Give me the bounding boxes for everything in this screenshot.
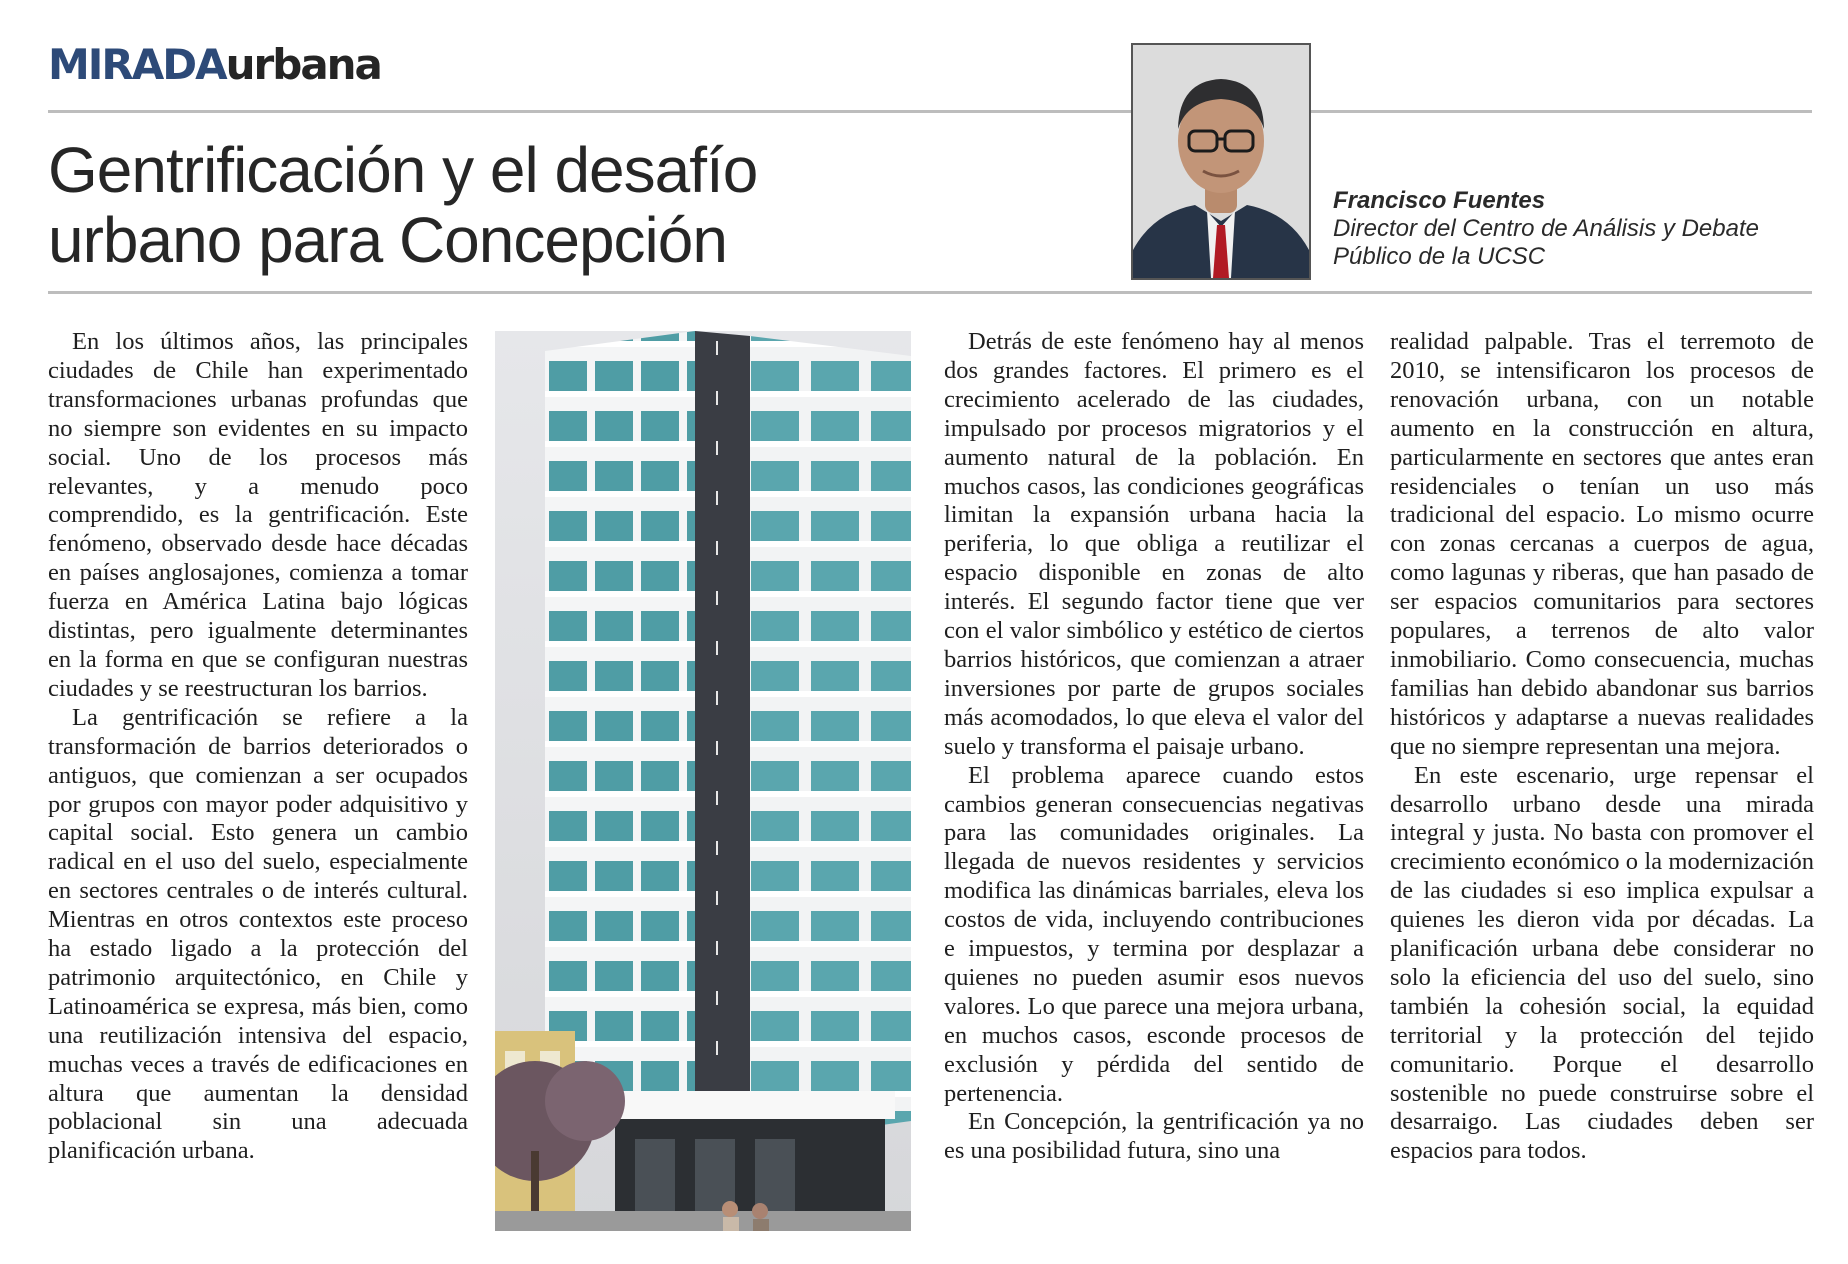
building-illustration (495, 331, 911, 1231)
author-portrait-illustration (1133, 45, 1309, 278)
headline (48, 135, 1088, 275)
building-photo (495, 331, 911, 1231)
article-column-1 (48, 328, 468, 1166)
section-header-part2: urbana (225, 40, 381, 89)
author-role-line1: Director del Centro de Análisis y Debate (1333, 215, 1759, 242)
article-paragraph: En este escenario, urge repensar el desarrollo urbano desde una mirada integral y justa. No basta con promover el crecimiento económico o la modernización de las ciudades si eso implica expulsar a quienes les dieron vida por décadas. La planificación urbana debe considerar no solo la eficiencia del uso del suelo, sino también la cohesión social, la equidad territorial y la protección del tejido comunitario. Porque el desarrollo sostenible no puede construirse sobre el desarraigo. Las ciudades deben ser espacios para todos. (1390, 761, 1814, 1165)
article-column-4 (1390, 328, 1814, 1166)
headline-line2: urbano para Concepción (48, 204, 727, 276)
author-name: Francisco Fuentes (1333, 187, 1546, 214)
article-paragraph: El problema aparece cuando estos cambios generan consecuencias negativas para las comunidades originales. La llegada de nuevos residentes y servicios modifica las dinámicas barriales, eleva los costos de vida, incluyendo contribuciones e impuestos, y termina por desplazar a quienes no pueden asumir esos nuevos valores. Lo que parece una mejora urbana, en muchos casos, esconde procesos de exclusión y pérdida del sentido de pertenencia. (944, 761, 1364, 1107)
section-header (48, 40, 381, 89)
article-column-3 (944, 328, 1364, 1166)
article-paragraph: Detrás de este fenómeno hay al menos dos grandes factores. El primero es el crecimiento acelerado de las ciudades, impulsado por procesos migratorios y el aumento natural de la población. En muchos casos, las condiciones geográficas limitan la expansión urbana hacia la periferia, lo que obliga a reutilizar el espacio disponible en zonas de alto interés. El segundo factor tiene que ver con el valor simbólico y estético de ciertos barrios históricos, que comienzan a atraer inversiones por parte de grupos sociales más acomodados, lo que eleva el valor del suelo y transforma el paisaje urbano. (944, 328, 1364, 760)
headline-line1: Gentrificación y el desafío (48, 134, 758, 206)
article-paragraph: realidad palpable. Tras el terremoto de 2010, se intensificaron los procesos de renovación urbana, con un notable aumento en la construcción en altura, particularmente en sectores que antes eran residenciales o tenían un uso más tradicional del espacio. Lo mismo ocurre con zonas cercanas a cuerpos de agua, como lagunas y riberas, que han pasado de ser espacios comunitarios para sectores populares, a terrenos de alto valor inmobiliario. Como consecuencia, muchas familias han debido abandonar sus barrios históricos y adaptarse a nuevas realidades que no siempre representan una mejora. (1390, 328, 1814, 760)
author-role-line2: Público de la UCSC (1333, 243, 1546, 270)
article-paragraph: La gentrificación se refiere a la transformación de barrios deteriorados o antiguos, que comienzan a ser ocupados por grupos con mayor poder adquisitivo y capital social. Esto genera un cambio radical en el uso del suelo, especialmente en sectores centrales o de interés cultural. Mientras en otros contextos este proceso ha estado ligado a la protección del patrimonio arquitectónico, en Chile y Latinoamérica se expresa, más bien, como una reutilización intensiva del espacio, muchas veces a través de edificaciones en altura que aumentan la densidad poblacional sin una adecuada planificación urbana. (48, 703, 468, 1165)
top-rule (48, 110, 1812, 113)
section-header-part1: MIRADA (48, 40, 226, 89)
header-bottom-rule (48, 291, 1812, 294)
author-photo (1131, 43, 1311, 280)
article-paragraph: En Concepción, la gentrificación ya no es una posibilidad futura, sino una (944, 1108, 1364, 1165)
author-byline (1333, 187, 1803, 271)
article-paragraph: En los últimos años, las principales ciudades de Chile han experimentado transformaciones urbanas profundas que no siempre son evidentes en su impacto social. Uno de los procesos más relevantes, y a menudo poco comprendido, es la gentrificación. Este fenómeno, observado desde hace décadas en países anglosajones, comienza a tomar fuerza en América Latina bajo lógicas distintas, pero igualmente determinantes en la forma en que se configuran nuestras ciudades y se reestructuran los barrios. (48, 328, 468, 702)
